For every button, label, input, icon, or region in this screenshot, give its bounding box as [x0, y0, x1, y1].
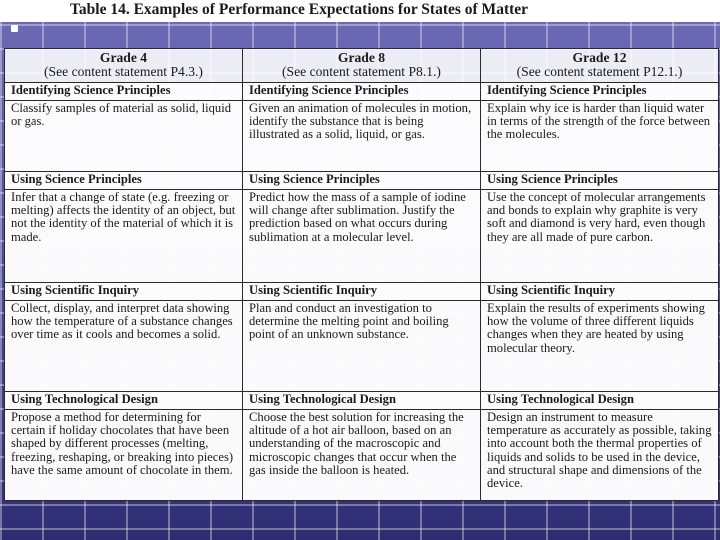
expectation-cell-grade-4: Collect, display, and interpret data showing how the temperature of a substance changes over time as it cools and becomes a solid.: [5, 301, 243, 392]
section-heading-row: [5, 83, 719, 101]
section-heading: Using Science Principles: [5, 172, 243, 190]
expectation-cell-grade-8: Given an animation of molecules in motion, identify the substance that is being illustrated as a solid, liquid, or gas.: [243, 101, 481, 172]
expectation-cell-grade-4: Classify samples of material as solid, liquid or gas.: [5, 101, 243, 172]
column-header-grade-12: [481, 49, 719, 83]
section-heading: Using Technological Design: [481, 392, 719, 410]
section-heading-row: [5, 172, 719, 190]
content-statement-reference: (See content statement P4.3.): [44, 64, 203, 79]
expectation-row: [5, 410, 719, 501]
column-header-grade-4: [5, 49, 243, 83]
content-statement-reference: (See content statement P8.1.): [282, 64, 441, 79]
expectation-cell-grade-4: Infer that a change of state (e.g. freezing or melting) affects the identity of an object, but not the identity of the material of which it is made.: [5, 190, 243, 283]
expectation-row: [5, 190, 719, 283]
grade-label: Grade 8: [337, 50, 386, 65]
section-heading: Using Scientific Inquiry: [243, 283, 481, 301]
grade-label: Grade 12: [572, 50, 627, 65]
section-heading: Using Science Principles: [481, 172, 719, 190]
section-heading: Identifying Science Principles: [481, 83, 719, 101]
section-heading: Using Science Principles: [243, 172, 481, 190]
expectation-cell-grade-8: Choose the best solution for increasing the altitude of a hot air balloon, based on an understanding of the macroscopic and microscopic changes that occur when the gas inside the balloon is heated.: [243, 410, 481, 501]
expectation-cell-grade-8: Plan and conduct an investigation to determine the melting point and boiling point of an unknown substance.: [243, 301, 481, 392]
header-row: [5, 49, 719, 83]
grade-label: Grade 4: [99, 50, 148, 65]
expectation-cell-grade-4: Propose a method for determining for certain if holiday chocolates that have been shaped by different processes (melting, freezing, reshaping, or breaking into pieces) have the same amount of chocolate in them.: [5, 410, 243, 501]
performance-expectations-table: [4, 48, 719, 501]
content-statement-reference: (See content statement P12.1.): [516, 64, 683, 79]
expectation-cell-grade-12: Design an instrument to measure temperature as accurately as possible, taking into account both the thermal properties of liquids and solids to be used in the device, and structural shape and dimensions of the device.: [481, 410, 719, 501]
section-heading: Identifying Science Principles: [5, 83, 243, 101]
section-heading: Identifying Science Principles: [243, 83, 481, 101]
section-heading-row: [5, 392, 719, 410]
title-bar: [0, 0, 720, 22]
section-heading: Using Technological Design: [5, 392, 243, 410]
section-heading: Using Scientific Inquiry: [5, 283, 243, 301]
expectation-cell-grade-12: Use the concept of molecular arrangements and bonds to explain why graphite is very soft and diamond is very hard, even though they are all made of pure carbon.: [481, 190, 719, 283]
slide-title: Table 14. Examples of Performance Expectations for States of Matter: [70, 1, 529, 18]
expectation-cell-grade-8: Predict how the mass of a sample of iodine will change after sublimation. Justify the prediction based on what occurs during sublimation at a molecular level.: [243, 190, 481, 283]
section-heading: Using Technological Design: [243, 392, 481, 410]
column-header-grade-8: [243, 49, 481, 83]
expectation-row: [5, 101, 719, 172]
section-heading-row: [5, 283, 719, 301]
section-heading: Using Scientific Inquiry: [481, 283, 719, 301]
expectation-row: [5, 301, 719, 392]
expectation-cell-grade-12: Explain why ice is harder than liquid water in terms of the strength of the force between the molecules.: [481, 101, 719, 172]
bullet-marker: [11, 25, 18, 32]
expectation-cell-grade-12: Explain the results of experiments showing how the volume of three different liquids changes when they are heated by using molecular theory.: [481, 301, 719, 392]
